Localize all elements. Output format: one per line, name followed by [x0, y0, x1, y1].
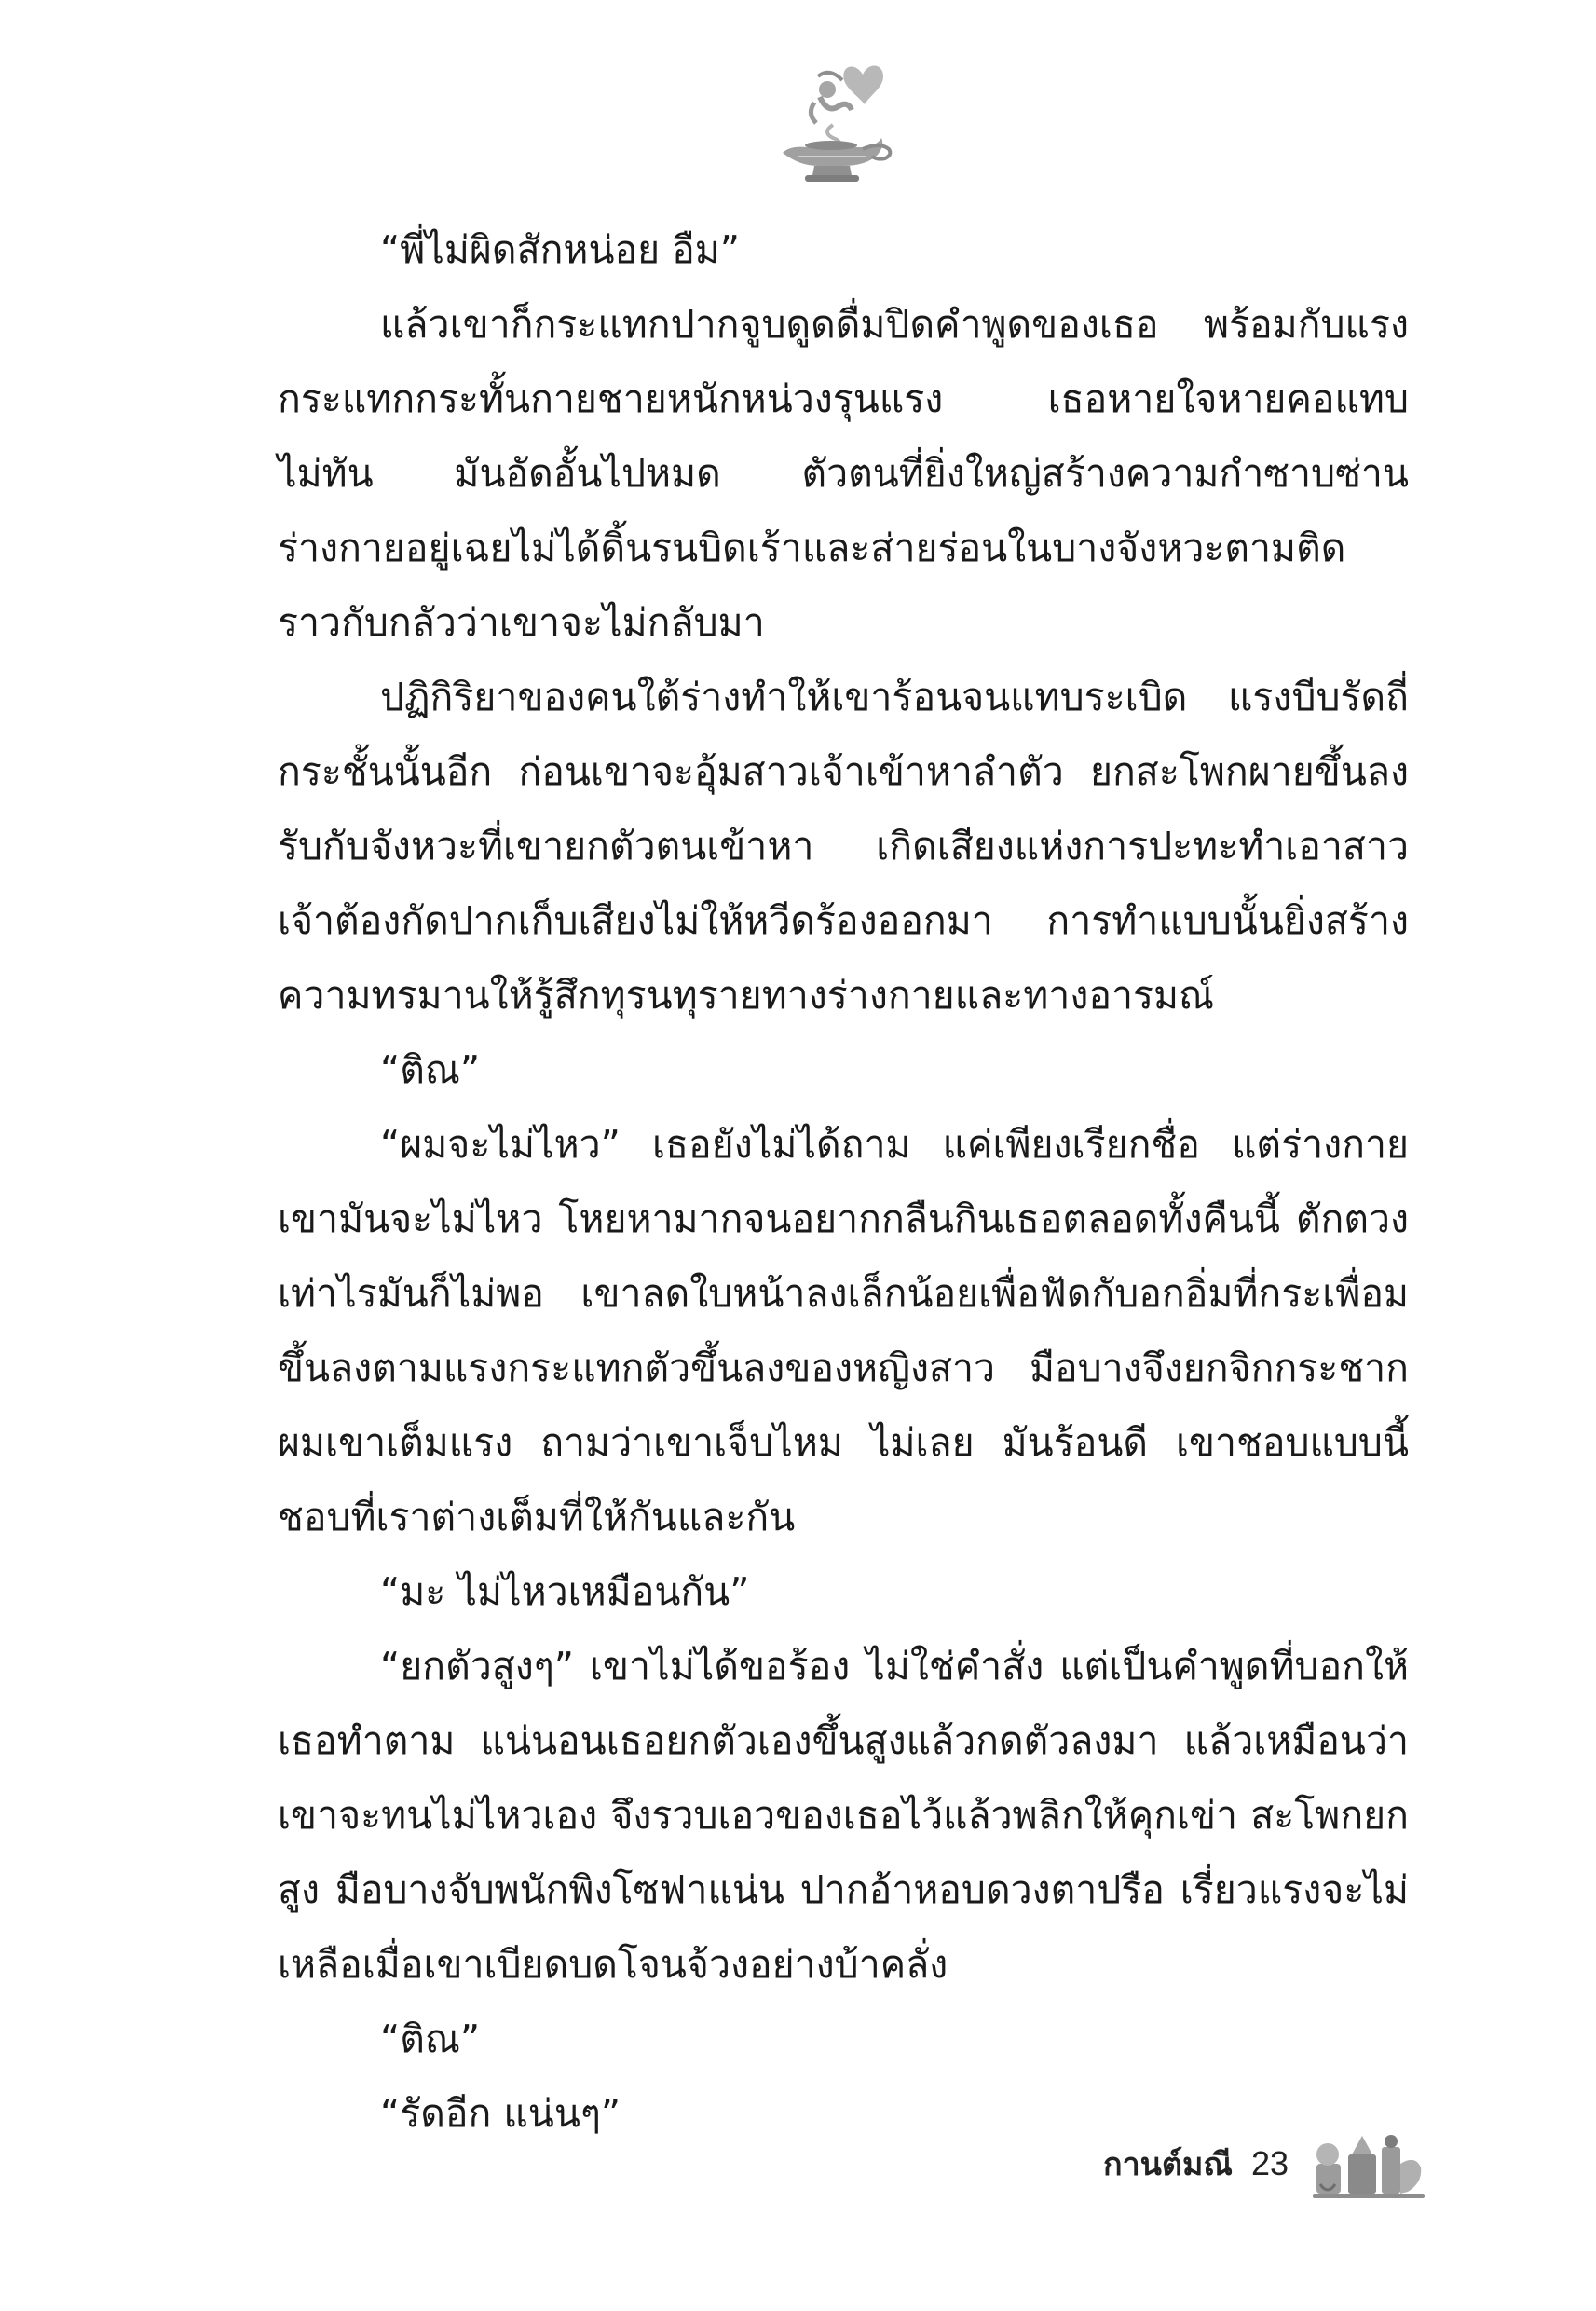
page-number: 23 — [1250, 2144, 1289, 2182]
paragraph: “ยกตัวสูงๆ” เขาไม่ได้ขอร้อง ไม่ใช่คำสั่ง แต่เป็นคำพูดที่บอกให้เธอทำตาม แน่นอนเธอยกตัวเองขึ้นสูงแล้วกดตัวลงมา แล้วเหมือนว่าเขาจะทนไม่ไหวเอง จึงรวบเอวของเธอไว้แล้วพลิกให้คุกเข่า สะโพกยกสูง มือบางจับพนักพิงโซฟาแน่น ปากอ้าหอบดวงตาปรือ เรี่ยวแรงจะไม่เหลือเมื่อเขาเบียดบดโจนจ้วงอย่างบ้าคลั่ง — [278, 1644, 1409, 1987]
paragraph: “ติณ” — [380, 1047, 481, 1092]
paragraph: “ผมจะไม่ไหว” เธอยังไม่ได้ถาม แค่เพียงเรียกชื่อ แต่ร่างกายเขามันจะไม่ไหว โหยหามากจนอยากกลืนกินเธอตลอดทั้งคืนนี้ ตักตวงเท่าไรมันก็ไม่พอ เขาลดใบหน้าลงเล็กน้อยเพื่อฟัดกับอกอิ่มที่กระเพื่อมขึ้นลงตามแรงกระแทกตัวขึ้นลงของหญิงสาว มือบางจึงยกจิกกระชากผมเขาเต็มแรง ถามว่าเขาเจ็บไหม ไม่เลย มันร้อนดี เขาชอบแบบนี้ชอบที่เราต่างเต็มที่ให้กันและกัน — [278, 1122, 1409, 1539]
paragraph: แล้วเขาก็กระแทกปากจูบดูดดื่มปิดคำพูดของเธอ พร้อมกับแรงกระแทกกระทั้นกายชายหนักหน่วงรุนแรง เธอหายใจหายคอแทบไม่ทัน มันอัดอั้นไปหมด ตัวตนที่ยิ่งใหญ่สร้างความกำซาบซ่าน ร่างกายอยู่เฉยไม่ได้ดิ้นรนบิดเร้าและส่ายร่อนในบางจังหวะตามติดราวกับกลัวว่าเขาจะไม่กลับมา — [278, 302, 1409, 645]
paragraph: “มะ ไม่ไหวเหมือนกัน” — [380, 1569, 750, 1614]
decorative-figurine-icon — [1307, 2126, 1428, 2201]
chapter-body — [278, 212, 1409, 2151]
paragraph: “พี่ไม่ผิดสักหน่อย อืม” — [380, 227, 741, 272]
paragraph: “รัดอีก แน่นๆ” — [380, 2091, 621, 2136]
paragraph: “ติณ” — [380, 2017, 481, 2061]
genie-lamp-emblem-icon — [762, 48, 902, 188]
book-title: กานต์มณี — [1102, 2146, 1233, 2183]
paragraph: ปฏิกิริยาของคนใต้ร่างทำให้เขาร้อนจนแทบระเบิด แรงบีบรัดถี่กระชั้นนั้นอีก ก่อนเขาจะอุ้มสาวเจ้าเข้าหาลำตัว ยกสะโพกผายขึ้นลงรับกับจังหวะที่เขายกตัวตนเข้าหา เกิดเสียงแห่งการปะทะทำเอาสาวเจ้าต้องกัดปากเก็บเสียงไม่ให้หวีดร้องออกมา การทำแบบนั้นยิ่งสร้างความทรมานให้รู้สึกทุรนทุรายทางร่างกายและทางอารมณ์ — [278, 675, 1409, 1018]
page-footer — [1103, 2126, 1428, 2201]
